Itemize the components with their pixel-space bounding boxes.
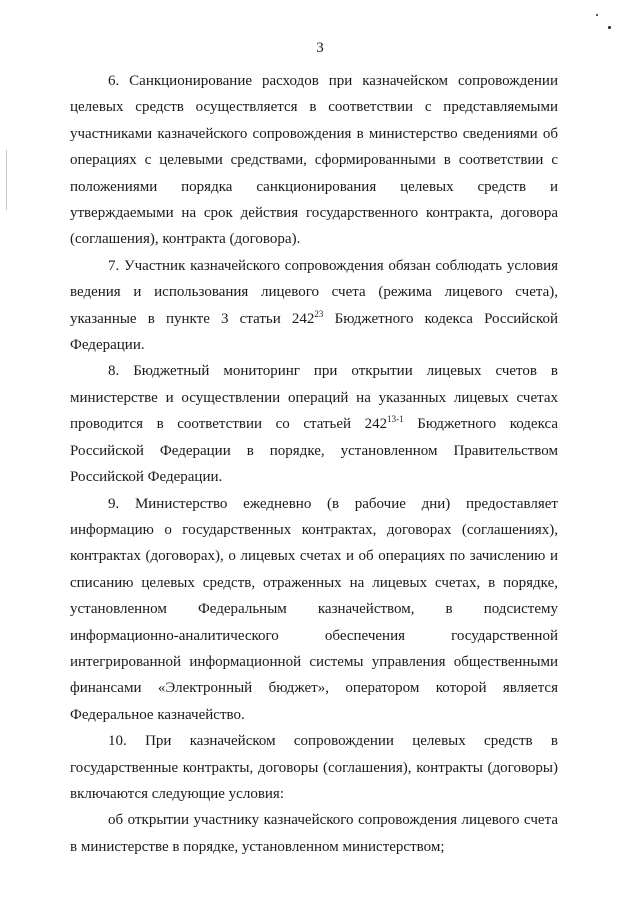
page-number: 3: [316, 40, 324, 56]
paragraph-8-text: 8. Бюджетный мониторинг при открытии лицевых счетов в министерстве и осуществлении операций на указанных лицевых счетах проводится в соответствии со статьей 242: [70, 363, 558, 433]
paragraph-10: 10. При казначейском сопровождении целевых средств в государственные контракты, договоры (соглашения), контракты (договоры) включаются следующие условия:: [70, 733, 558, 802]
paragraph-7: [70, 253, 558, 359]
paragraph-9: 9. Министерство ежедневно (в рабочие дни) предоставляет информацию о государственных контрактах, договорах (соглашениях), контрактах (договорах), о лицевых счетах и об операциях по зачислению и списанию целевых средств, отраженных на лицевых счетах, в порядке, установленном Федеральным казначейством, в подсистему информационно-аналитического обеспечения государственной интегрированной информационной системы управления общественными финансами «Электронный бюджет», оператором которой является Федеральное казначейство.: [70, 495, 558, 723]
scan-speck: [596, 14, 598, 16]
scan-speck: [608, 26, 611, 29]
paragraph-7-text: 7. Участник казначейского сопровождения обязан соблюдать условия ведения и использования лицевого счета (режима лицевого счета), указанные в пункте 3 статьи 242: [70, 257, 558, 327]
paragraph-8-text-end: Бюджетного кодекса Российской Федерации в порядке, установленном Правительством Российской Федерации.: [70, 416, 558, 486]
article-superscript: 23: [314, 308, 324, 319]
document-body: [70, 68, 558, 860]
paragraph-10-condition-1: об открытии участнику казначейского сопровождения лицевого счета в министерстве в порядке, установленном министерством;: [70, 812, 558, 855]
paragraph-7-text-end: Бюджетного кодекса Российской Федерации.: [70, 310, 558, 354]
paragraph-6: 6. Санкционирование расходов при казначейском сопровождении целевых средств осуществляется в соответствии с представляемыми участниками казначейского сопровождения в министерство сведениями об операциях с целевыми средствами, сформированными в соответствии с положениями порядка санкционирования целевых средств и утверждаемыми на срок действия государственного контракта, договора (соглашения), контракта (договора).: [70, 73, 558, 248]
scan-margin-line: [6, 150, 7, 210]
paragraph-8: [70, 358, 558, 490]
article-superscript: 13-1: [387, 414, 404, 425]
